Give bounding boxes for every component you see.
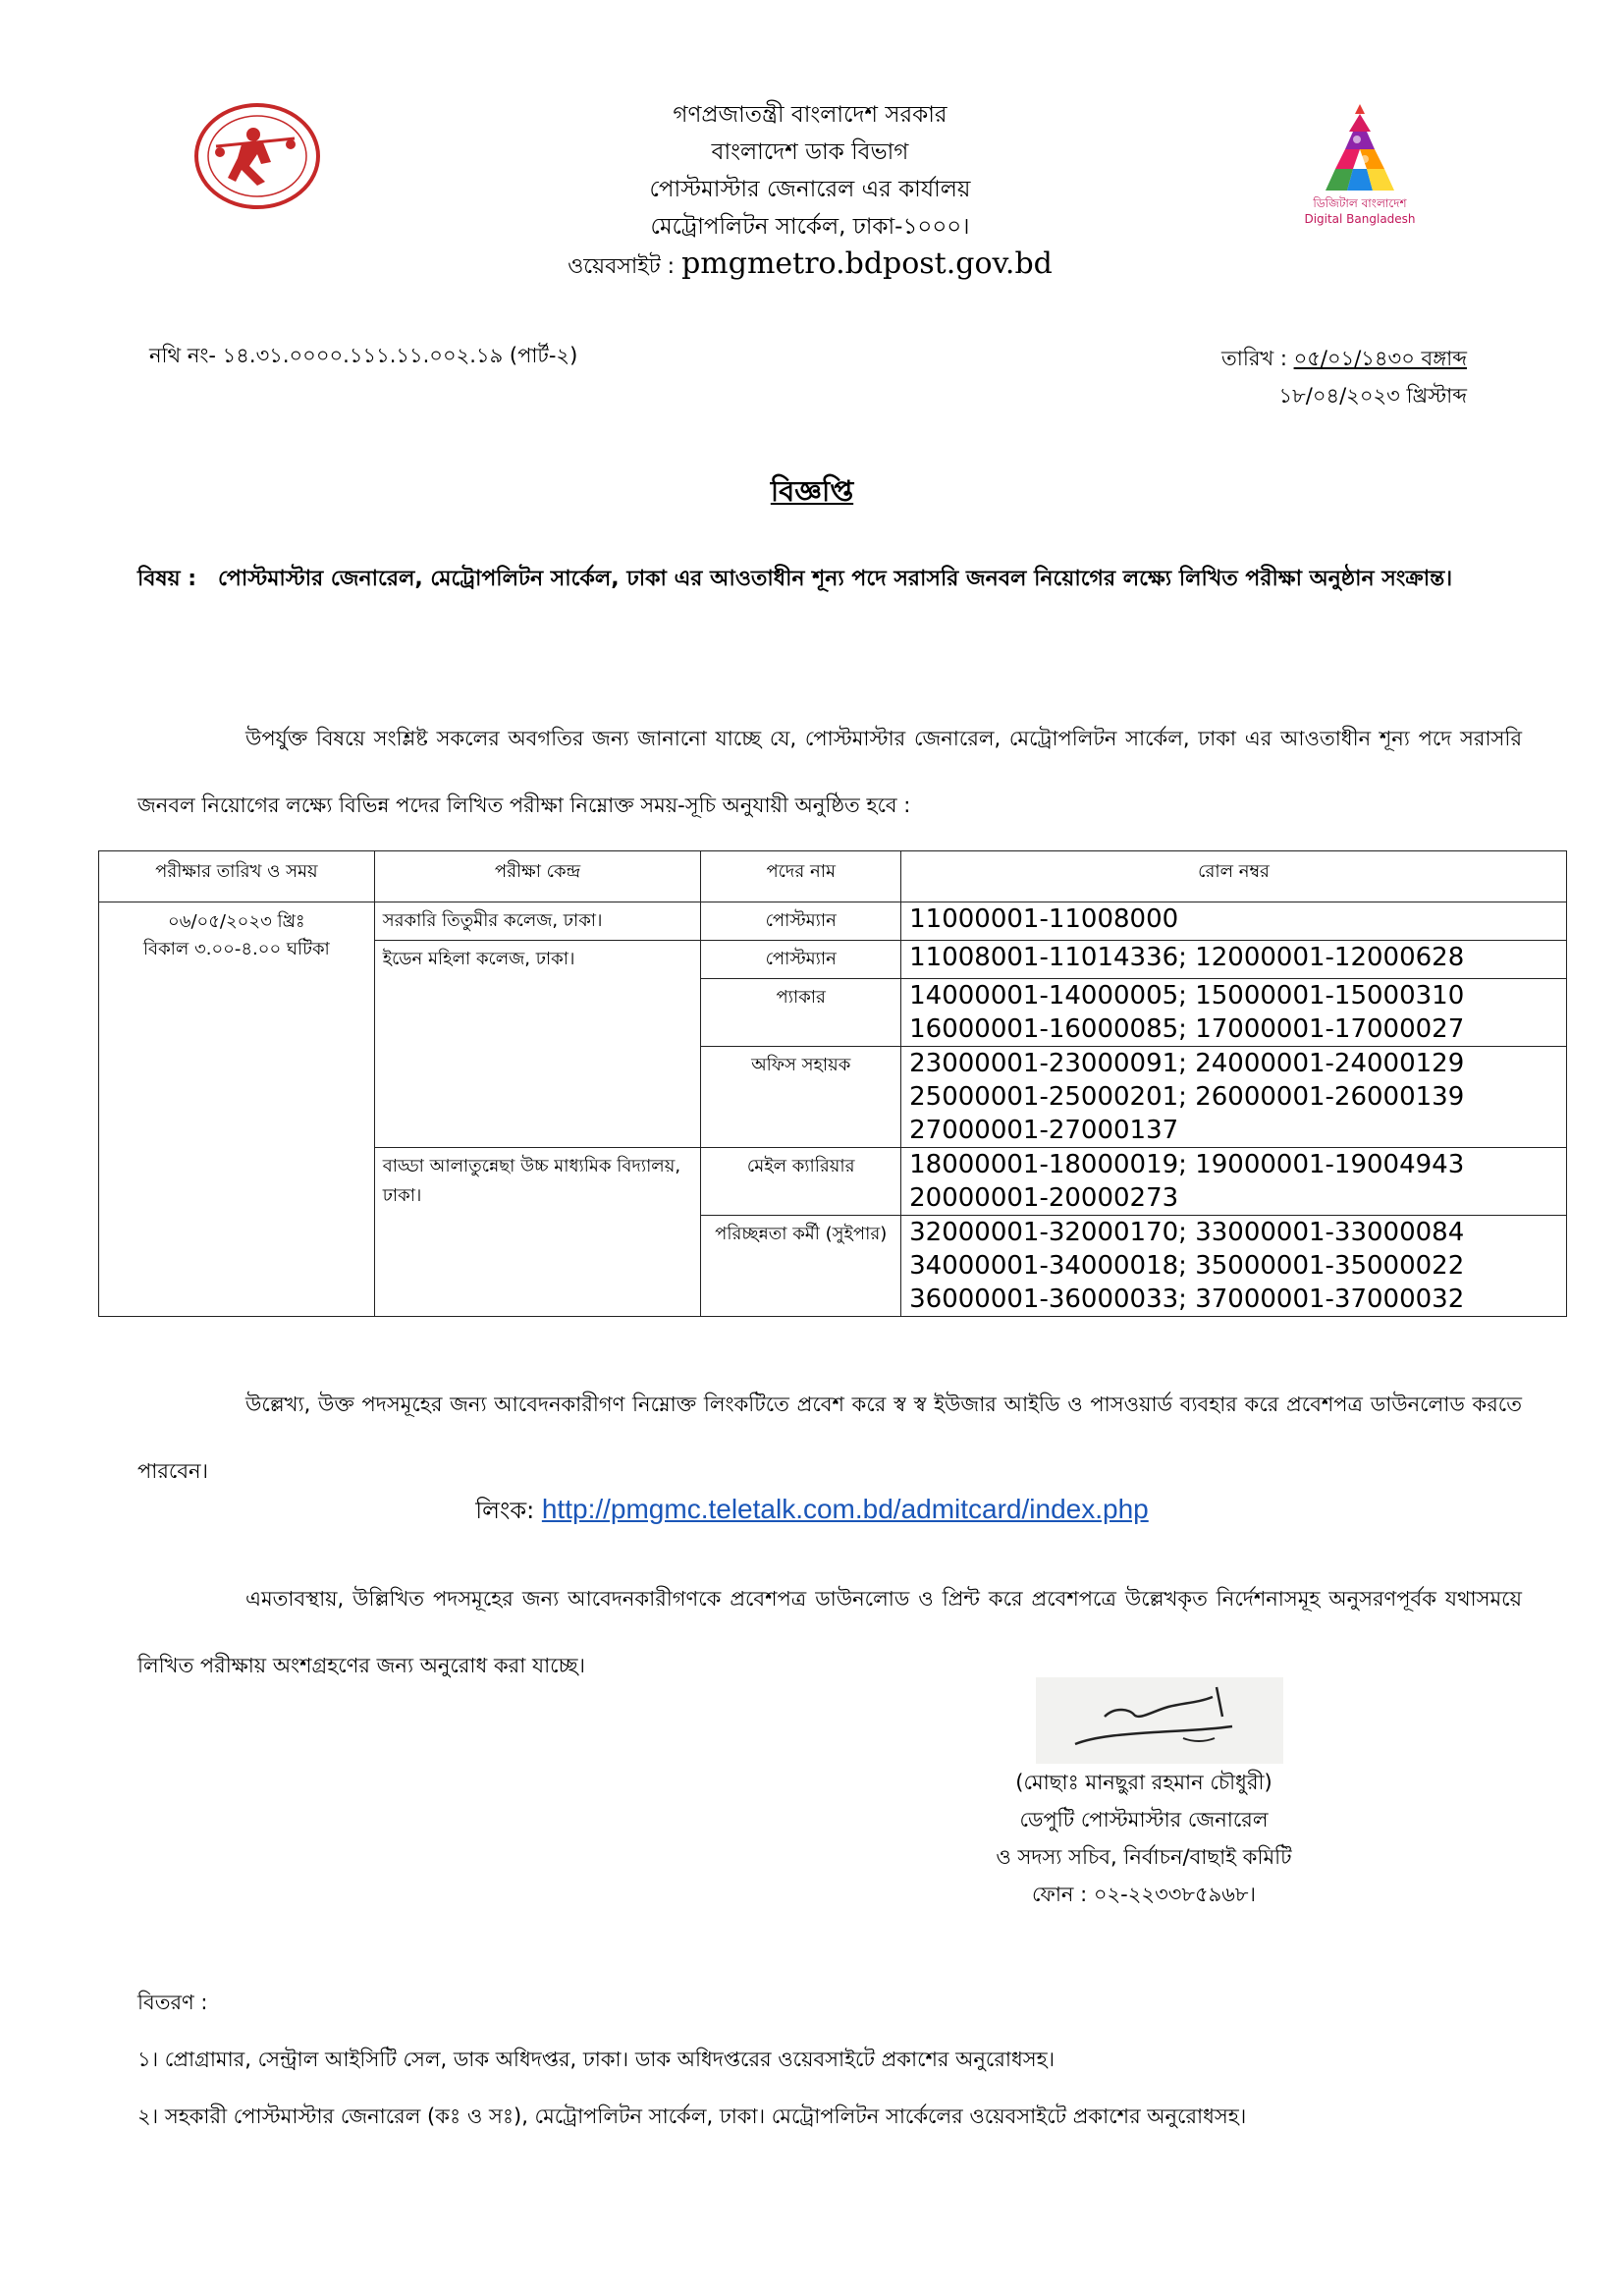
table-header-row: [99, 851, 1567, 902]
list-item: ১। প্রোগ্রামার, সেন্ট্রাল আইসিটি সেল, ডাক অধিদপ্তর, ঢাকা। ডাক অধিদপ্তরের ওয়েবসাইটে প্রকাশের অনুরোধসহ।: [137, 2048, 1056, 2071]
roll-cell: [901, 902, 1567, 941]
letterhead: [491, 96, 1129, 286]
roll-range: 16000001-16000085; 17000001-17000027: [909, 1014, 1465, 1044]
roll-range: 36000001-36000033; 37000001-37000032: [909, 1285, 1465, 1314]
header-line-office: পোস্টমাস্টার জেনারেল এর কার্যালয়: [649, 177, 971, 202]
digital-bangladesh-caption-bn: ডিজিটাল বাংলাদেশ: [1313, 196, 1407, 210]
header-exam-center: পরীক্ষা কেন্দ্র: [374, 851, 701, 902]
admit-card-link-line: [0, 1493, 1624, 1532]
signer-phone: ফোন : ০২-২২৩৩৮৫৯৬৮।: [1031, 1883, 1257, 1906]
exam-date: ০৬/০৫/২০২৩ খ্রিঃ: [168, 911, 305, 932]
header-line-address: মেট্রোপলিটন সার্কেল, ঢাকা-১০০০।: [650, 214, 970, 240]
signer-role: ও সদস্য সচিব, নির্বাচন/বাছাই কমিটি: [996, 1845, 1292, 1869]
signer-name: (মোছাঃ মানছুরা রহমান চৌধুরী): [1015, 1771, 1272, 1794]
instruction-paragraph: এমতাবস্থায়, উল্লিখিত পদসমূহের জন্য আবেদনকারীগণকে প্রবেশপত্র ডাউনলোড ও প্রিন্ট করে প্রবেশপত্রে উল্লেখকৃত নির্দেশনাসমূহ অনুসরণপূর্বক যথাসময়ে লিখিত পরীক্ষায় অংশগ্রহণের জন্য অনুরোধ করা যাচ্ছে।: [137, 1587, 1522, 1677]
center-cell: [374, 941, 701, 1148]
center-cell: [374, 902, 701, 941]
handwritten-signature: [1036, 1677, 1283, 1764]
list-item: ২। সহকারী পোস্টমাস্টার জেনারেল (কঃ ও সঃ), মেট্রোপলিটন সার্কেল, ঢাকা। মেট্রোপলিটন সার্কেলের ওয়েবসাইটে প্রকাশের অনুরোধসহ।: [137, 2105, 1247, 2128]
post-cell: পোস্টম্যান: [701, 941, 901, 979]
roll-range: 23000001-23000091; 24000001-24000129: [909, 1049, 1465, 1078]
link-label: লিংক:: [475, 1497, 542, 1524]
roll-cell: [901, 979, 1567, 1047]
header-line-dept: বাংলাদেশ ডাক বিভাগ: [711, 139, 909, 165]
memo-number: নথি নং- ১৪.৩১.০০০০.১১১.১১.০০২.১৯ (পার্ট-২): [149, 344, 578, 367]
header-post-name: পদের নাম: [701, 851, 901, 902]
distribution-label: বিতরণ :: [137, 1991, 208, 2014]
roll-range: 18000001-18000019; 19000001-19004943: [909, 1150, 1465, 1179]
center-name: বাড্ডা আলাতুন্নেছা উচ্চ মাধ্যমিক বিদ্যালয়, ঢাকা।: [382, 1156, 681, 1206]
post-cell: অফিস সহায়ক: [701, 1047, 901, 1148]
subject: [137, 545, 1522, 614]
subject-text: পোস্টমাস্টার জেনারেল, মেট্রোপলিটন সার্কেল, ঢাকা এর আওতাধীন শূন্য পদে সরাসরি জনবল নিয়োগের লক্ষ্যে লিখিত পরীক্ষা অনুষ্ঠান সংক্রান্ত।: [218, 567, 1453, 591]
date-gregorian: ১৮/০৪/২০২৩ খ্রিস্টাব্দ: [1278, 384, 1467, 408]
table-row: [99, 902, 1567, 941]
signer-block: [933, 1764, 1355, 1913]
center-cell: [374, 1148, 701, 1317]
admit-card-link[interactable]: http://pmgmc.teletalk.com.bd/admitcard/index.php: [541, 1494, 1149, 1524]
post-cell: পোস্টম্যান: [701, 902, 901, 941]
roll-range: 11008001-11014336; 12000001-12000628: [909, 943, 1465, 972]
header-exam-date: পরীক্ষার তারিখ ও সময়: [99, 851, 375, 902]
distribution-list: [137, 1974, 1246, 2145]
date-bangla: ০৫/০১/১৪৩০ বঙ্গাব্দ: [1293, 347, 1467, 370]
roll-cell: [901, 1047, 1567, 1148]
digital-bangladesh-logo: [1296, 98, 1424, 228]
roll-cell: [901, 941, 1567, 979]
post-cell: প্যাকার: [701, 979, 901, 1047]
admit-card-paragraph: উল্লেখ্য, উক্ত পদসমূহের জন্য আবেদনকারীগণ নিম্নোক্ত লিংকটিতে প্রবেশ করে স্ব স্ব ইউজার আইডি ও পাসওয়ার্ড ব্যবহার করে প্রবেশপত্র ডাউনলোড করতে পারবেন।: [137, 1393, 1522, 1483]
exam-time: বিকাল ৩.০০-৪.০০ ঘটিকা: [142, 939, 330, 959]
date-block: [1221, 340, 1467, 414]
bangladesh-post-logo: [192, 101, 322, 211]
header-roll-number: রোল নম্বর: [901, 851, 1567, 902]
digital-bangladesh-caption-en: Digital Bangladesh: [1304, 212, 1416, 226]
website-url[interactable]: pmgmetro.bdpost.gov.bd: [681, 246, 1053, 281]
signer-designation: ডেপুটি পোস্টমাস্টার জেনারেল: [1019, 1808, 1269, 1831]
roll-range: 25000001-25000201; 26000001-26000139: [909, 1082, 1465, 1112]
roll-range: 11000001-11008000: [909, 904, 1179, 934]
exam-schedule-table: [98, 850, 1567, 1317]
exam-datetime-cell: [99, 902, 375, 1317]
roll-range: 20000001-20000273: [909, 1183, 1179, 1213]
post-cell: পরিচ্ছন্নতা কর্মী (সুইপার): [701, 1216, 901, 1317]
header-line-govt: গণপ্রজাতন্ত্রী বাংলাদেশ সরকার: [673, 102, 947, 128]
roll-range: 14000001-14000005; 15000001-15000310: [909, 981, 1465, 1011]
intro-paragraph: উপর্যুক্ত বিষয়ে সংশ্লিষ্ট সকলের অবগতির জন্য জানানো যাচ্ছে যে, পোস্টমাস্টার জেনারেল, মেট্রোপলিটন সার্কেল, ঢাকা এর আওতাধীন শূন্য পদে সরাসরি জনবল নিয়োগের লক্ষ্যে বিভিন্ন পদের লিখিত পরীক্ষা নিম্নোক্ত সময়-সূচি অনুযায়ী অনুষ্ঠিত হবে :: [137, 727, 1522, 817]
notice-title: বিজ্ঞপ্তি: [770, 474, 854, 508]
subject-label: বিষয় :: [137, 567, 197, 591]
center-name: ইডেন মহিলা কলেজ, ঢাকা।: [382, 949, 575, 969]
roll-cell: [901, 1148, 1567, 1216]
post-cell: মেইল ক্যারিয়ার: [701, 1148, 901, 1216]
date-label: তারিখ :: [1220, 347, 1294, 370]
date-bangla-line: [1221, 340, 1467, 377]
roll-cell: [901, 1216, 1567, 1317]
roll-range: 32000001-32000170; 33000001-33000084: [909, 1218, 1465, 1247]
roll-range: 34000001-34000018; 35000001-35000022: [909, 1251, 1465, 1281]
roll-range: 27000001-27000137: [909, 1116, 1179, 1145]
center-name: সরকারি তিতুমীর কলেজ, ঢাকা।: [382, 910, 603, 931]
website-label: ওয়েবসাইট :: [568, 254, 682, 279]
header-website: [491, 246, 1129, 286]
